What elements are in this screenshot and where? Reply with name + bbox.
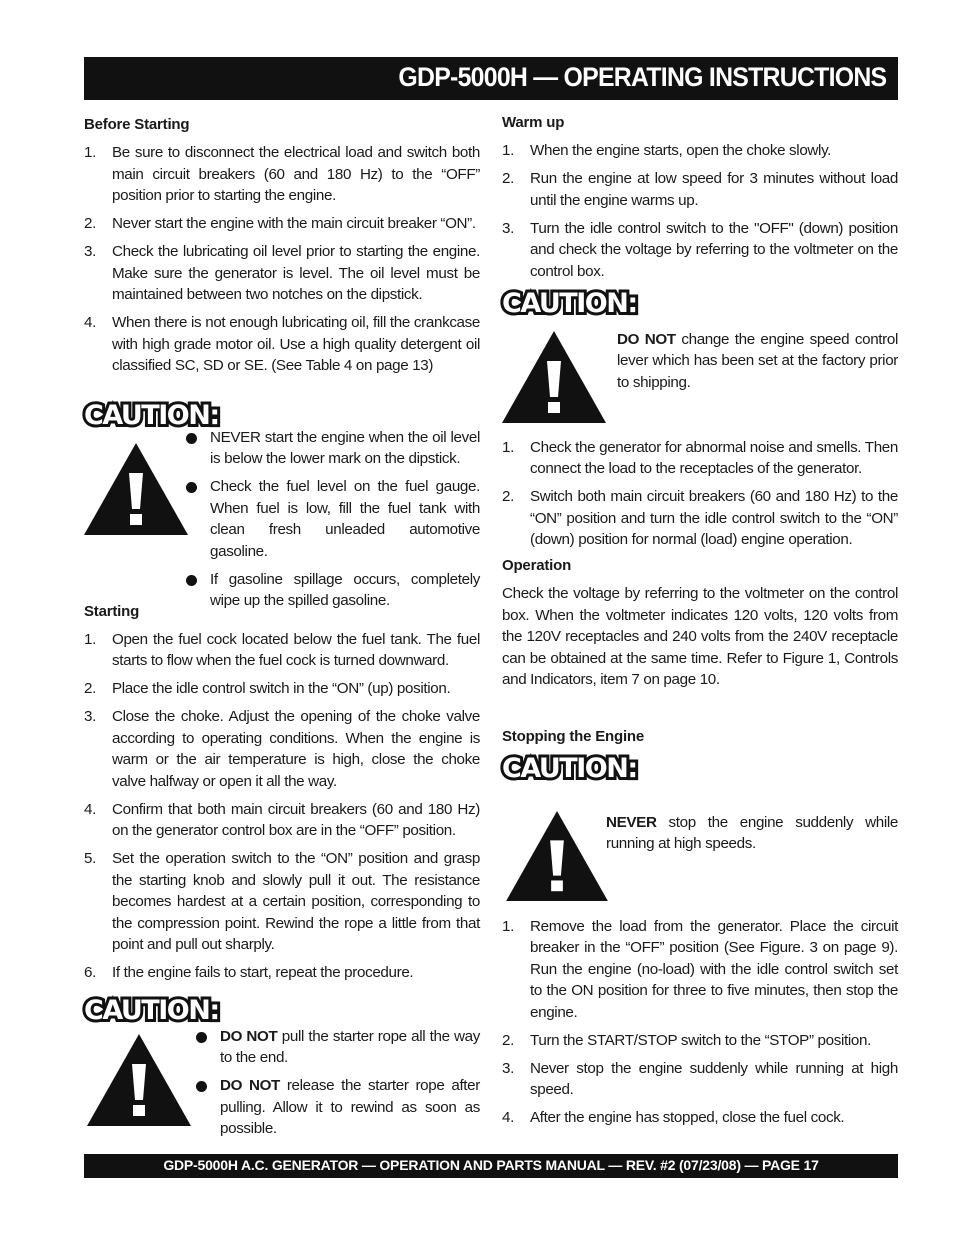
before-starting-list bbox=[84, 142, 480, 377]
list-item bbox=[186, 569, 480, 612]
item-number: 4. bbox=[84, 314, 96, 331]
list-item bbox=[84, 962, 480, 984]
list-item bbox=[502, 1107, 898, 1129]
bullet-icon bbox=[186, 482, 197, 493]
item-text: Remove the load from the generator. Place the circuit breaker in the “OFF” position (See Figure. 3 on page 9). Run the engine (no-load) with the idle control switch set to the ON position for three to five minutes, then stop the engine. bbox=[530, 917, 898, 1021]
stopping-list bbox=[502, 916, 898, 1129]
list-item bbox=[502, 916, 898, 1024]
item-number: 3. bbox=[502, 1059, 514, 1077]
item-number: 1. bbox=[84, 630, 96, 648]
item-text: When the engine starts, open the choke slowly. bbox=[530, 142, 832, 159]
caution-text bbox=[606, 812, 898, 855]
bullet-text: Check the fuel level on the fuel gauge. When fuel is low, fill the fuel tank with clean fresh unleaded automotive gasoline. bbox=[210, 478, 480, 560]
list-item bbox=[502, 1030, 898, 1052]
item-text: When there is not enough lubricating oil, fill the crankcase with high grade motor oil. Use a high quality detergent oil classified SC, SD or SE. (See Table 4 on page 13) bbox=[112, 314, 480, 374]
item-text: Confirm that both main circuit breakers (60 and 180 Hz) on the generator control box are in the “OFF” position. bbox=[112, 800, 480, 839]
list-item bbox=[84, 678, 480, 700]
item-number: 5. bbox=[84, 850, 96, 867]
bullet-icon bbox=[186, 433, 197, 444]
bullet-bold-text: DO NOT bbox=[220, 1027, 278, 1045]
list-item bbox=[84, 312, 480, 377]
item-number: 1. bbox=[502, 142, 514, 159]
left-column bbox=[84, 116, 480, 1136]
item-number: 1. bbox=[502, 438, 514, 456]
item-number: 4. bbox=[502, 1109, 514, 1126]
item-number: 1. bbox=[502, 917, 514, 935]
bullet-text: If gasoline spillage occurs, completely wipe up the spilled gasoline. bbox=[210, 570, 480, 609]
caution-block-starter-rope bbox=[84, 996, 480, 1136]
item-text: Turn the START/STOP switch to the “STOP” position. bbox=[530, 1031, 871, 1049]
item-number: 2. bbox=[502, 170, 514, 187]
caution-block-speed-lever bbox=[502, 289, 898, 437]
caution-heading: CAUTION: bbox=[84, 399, 219, 431]
item-text: After the engine has stopped, close the fuel cock. bbox=[530, 1109, 845, 1126]
stopping-heading: Stopping the Engine bbox=[502, 727, 645, 745]
operation-heading: Operation bbox=[502, 557, 572, 574]
caution-text bbox=[617, 329, 898, 394]
starting-heading: Starting bbox=[84, 602, 140, 620]
item-number: 2. bbox=[502, 488, 514, 505]
load-list bbox=[502, 437, 898, 551]
caution-bold-text: DO NOT bbox=[617, 330, 676, 348]
item-text: Check the generator for abnormal noise and smells. Then connect the load to the receptacles of the generator. bbox=[530, 438, 898, 477]
item-text: Set the operation switch to the “ON” position and grasp the starting knob and slowly pull it out. The resistance becomes hardest at a certain position, corresponding to the compression point. Rewind the rope a little from that point and pull out sharply. bbox=[112, 850, 480, 953]
item-text: Run the engine at low speed for 3 minutes without load until the engine warms up. bbox=[530, 170, 898, 209]
list-item bbox=[186, 476, 480, 562]
before-starting-heading: Before Starting bbox=[84, 116, 190, 133]
item-text: Open the fuel cock located below the fuel tank. The fuel starts to flow when the fuel cock is turned downward. bbox=[112, 630, 480, 669]
item-number: 2. bbox=[84, 680, 96, 697]
item-text: Place the idle control switch in the “ON” (up) position. bbox=[112, 680, 451, 697]
item-number: 1. bbox=[84, 144, 96, 161]
caution-heading: CAUTION: bbox=[502, 752, 637, 784]
caution-block-oil bbox=[84, 399, 480, 609]
list-item bbox=[502, 168, 898, 211]
item-number: 3. bbox=[84, 708, 96, 725]
item-text: Check the lubricating oil level prior to starting the engine. Make sure the generator is level. The oil level must be maintained between two notches on the dipstick. bbox=[112, 243, 480, 303]
list-item bbox=[502, 486, 898, 551]
caution-bullets bbox=[196, 1026, 480, 1147]
warm-up-heading: Warm up bbox=[502, 114, 565, 131]
item-number: 3. bbox=[84, 243, 96, 260]
bullet-text: release the starter rope after pulling. Allow it to rewind as soon as possible. bbox=[220, 1077, 480, 1137]
starting-list bbox=[84, 629, 480, 984]
page-title: GDP-5000H — OPERATING INSTRUCTIONS bbox=[398, 62, 886, 92]
list-item bbox=[502, 140, 898, 162]
bullet-icon bbox=[196, 1081, 207, 1092]
item-text: Close the choke. Adjust the opening of the choke valve according to operating conditions. When the engine is warm or the air temperature is high, close the choke valve halfway or open it all the way. bbox=[112, 708, 480, 790]
item-number: 4. bbox=[84, 800, 96, 818]
bullet-text: NEVER start the engine when the oil level is below the lower mark on the dipstick. bbox=[210, 428, 480, 467]
right-column bbox=[502, 114, 898, 1135]
list-item bbox=[84, 241, 480, 306]
caution-body-text: stop the engine suddenly while running at high speeds. bbox=[606, 813, 898, 852]
list-item bbox=[84, 142, 480, 207]
list-item bbox=[84, 799, 480, 842]
bullet-icon bbox=[196, 1032, 207, 1043]
list-item bbox=[502, 1058, 898, 1101]
bullet-text: pull the starter rope all the way to the end. bbox=[220, 1027, 480, 1066]
item-text: Be sure to disconnect the electrical load and switch both main circuit breakers (60 and 180 Hz) to the “OFF” position prior to starting the engine. bbox=[112, 144, 480, 204]
warning-triangle-icon bbox=[502, 331, 606, 423]
bullet-bold-text: DO NOT bbox=[220, 1077, 280, 1094]
list-item bbox=[84, 629, 480, 672]
list-item bbox=[84, 848, 480, 956]
warning-triangle-icon bbox=[87, 1034, 191, 1126]
footer-text: GDP-5000H A.C. GENERATOR — OPERATION AND PARTS MANUAL — REV. #2 (07/23/08) — PAGE 17 bbox=[163, 1157, 819, 1173]
list-item bbox=[84, 706, 480, 792]
item-number: 2. bbox=[502, 1031, 514, 1049]
list-item bbox=[502, 218, 898, 283]
operation-text: Check the voltage by referring to the voltmeter on the control box. When the voltmeter indicates 120 volts, 120 volts from the 120V receptacles and 240 volts from the 240V receptacle can be obtained at the same time. Refer to Figure 1, Controls and Indicators, item 7 on page 10. bbox=[502, 585, 898, 688]
caution-heading: CAUTION: bbox=[84, 994, 219, 1026]
warning-triangle-icon bbox=[84, 443, 188, 535]
header-bar bbox=[84, 57, 898, 100]
caution-heading: CAUTION: bbox=[502, 287, 637, 319]
item-text: Switch both main circuit breakers (60 and 180 Hz) to the “ON” position and turn the idle control switch to the “ON” (down) position for normal (load) engine operation. bbox=[530, 488, 898, 548]
list-item bbox=[186, 427, 480, 470]
caution-bold-text: NEVER bbox=[606, 813, 657, 831]
caution-bullets bbox=[186, 427, 480, 619]
warm-up-list bbox=[502, 140, 898, 282]
list-item bbox=[196, 1075, 480, 1140]
item-text: Never stop the engine suddenly while running at high speed. bbox=[530, 1059, 898, 1098]
item-text: Turn the idle control switch to the "OFF" (down) position and check the voltage by referring to the voltmeter on the control box. bbox=[530, 219, 898, 280]
item-text: Never start the engine with the main circuit breaker “ON”. bbox=[112, 215, 476, 232]
item-text: If the engine fails to start, repeat the procedure. bbox=[112, 964, 414, 981]
caution-body-text: change the engine speed control lever which has been set at the factory prior to shipping. bbox=[617, 330, 898, 391]
list-item bbox=[502, 437, 898, 480]
item-number: 2. bbox=[84, 215, 96, 232]
caution-block-stopping bbox=[502, 754, 898, 916]
footer-bar bbox=[84, 1154, 898, 1178]
item-number: 3. bbox=[502, 219, 514, 237]
list-item bbox=[84, 213, 480, 235]
bullet-icon bbox=[186, 575, 197, 586]
list-item bbox=[196, 1026, 480, 1069]
warning-triangle-icon bbox=[506, 811, 608, 901]
item-number: 6. bbox=[84, 964, 96, 981]
